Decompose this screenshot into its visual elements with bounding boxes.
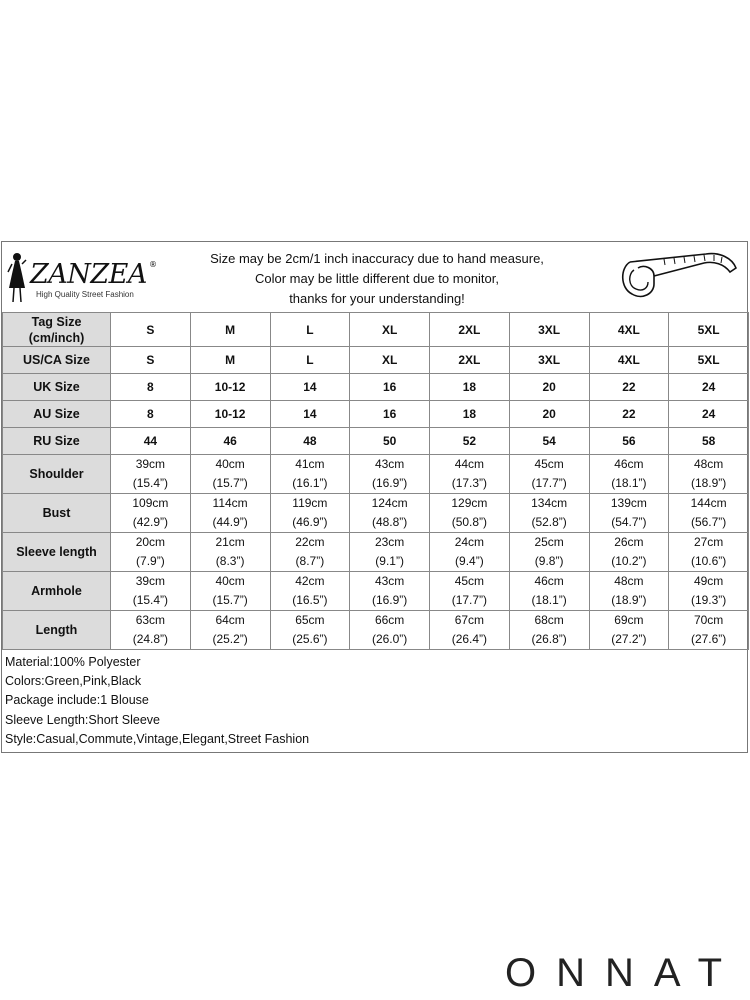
measurement-inch: (10.2”): [611, 554, 647, 568]
measurement-cm: 70cm: [693, 613, 724, 627]
measurement-cm: 48cm: [614, 574, 644, 588]
measurement-cm: 64cm: [215, 613, 245, 627]
measurement-cell: [589, 533, 669, 572]
measurement-inch: (50.8”): [451, 515, 488, 529]
size-cell: 22: [589, 374, 669, 401]
measurement-cell: [111, 494, 191, 533]
measurement-cell: [111, 455, 191, 494]
measurement-inch: (8.3”): [215, 554, 245, 568]
measurement-cell: [270, 611, 350, 650]
logo-text: ZANZEA: [30, 259, 147, 290]
size-cell: L: [270, 347, 350, 374]
row-label: Bust: [3, 494, 111, 533]
measurement-inch: (7.9”): [136, 554, 165, 568]
measurement-row: [3, 533, 749, 572]
tag-size-cell: 2XL: [430, 313, 510, 347]
measurement-inch: (26.0”): [371, 632, 408, 646]
size-cell: 14: [270, 374, 350, 401]
measurement-cell: [270, 572, 350, 611]
size-cell: 46: [190, 428, 270, 455]
size-cell: 24: [669, 374, 749, 401]
measurement-cm: 39cm: [135, 574, 166, 588]
size-cell: 48: [270, 428, 350, 455]
size-cell: 2XL: [430, 347, 510, 374]
conversion-row: [3, 347, 749, 374]
measurement-cm: 27cm: [693, 535, 724, 549]
measurement-cell: [430, 494, 510, 533]
fashion-figure-icon: [6, 250, 28, 304]
measure-notice: [172, 249, 582, 309]
measurement-cm: 40cm: [215, 574, 245, 588]
size-cell: 18: [430, 374, 510, 401]
measurement-cm: 67cm: [454, 613, 485, 627]
measurement-cm: 68cm: [534, 613, 564, 627]
measurement-cm: 44cm: [454, 457, 485, 471]
measurement-cell: [430, 611, 510, 650]
measurement-inch: (18.1”): [611, 476, 647, 490]
measurement-cell: [111, 611, 191, 650]
measurement-inch: (9.4”): [455, 554, 484, 568]
measurement-cm: 139cm: [610, 496, 647, 510]
measurement-cell: [589, 455, 669, 494]
measurement-inch: (42.9”): [132, 515, 169, 529]
measurement-cell: [190, 533, 270, 572]
measurement-cell: [430, 572, 510, 611]
measurement-inch: (25.2”): [212, 632, 248, 646]
row-label: RU Size: [3, 428, 111, 455]
measurement-cm: 46cm: [534, 574, 564, 588]
measurement-inch: (9.1”): [375, 554, 404, 568]
measurement-inch: (24.8”): [132, 632, 169, 646]
measurement-cell: [111, 533, 191, 572]
measurement-cell: [350, 494, 430, 533]
measurement-inch: (16.9”): [371, 476, 408, 490]
measurement-row: [3, 572, 749, 611]
size-cell: 50: [350, 428, 430, 455]
measurement-cell: [669, 572, 749, 611]
conversion-row: [3, 428, 749, 455]
product-info: [2, 653, 747, 749]
measurement-inch: (18.1”): [531, 593, 567, 607]
zanzea-logo: [6, 250, 166, 305]
measurement-cell: [509, 494, 589, 533]
measurement-cell: [669, 455, 749, 494]
measurement-cell: [430, 533, 510, 572]
size-cell: 16: [350, 374, 430, 401]
measurement-cm: 49cm: [693, 574, 724, 588]
measurement-cm: 25cm: [534, 535, 564, 549]
measurement-row: [3, 494, 749, 533]
measurement-cell: [669, 533, 749, 572]
size-cell: 8: [111, 401, 191, 428]
measurement-cm: 66cm: [374, 613, 405, 627]
registered-mark: ®: [149, 260, 157, 269]
measurement-inch: (54.7”): [611, 515, 647, 529]
measurement-cm: 42cm: [295, 574, 325, 588]
size-cell: M: [190, 347, 270, 374]
notice-line: thanks for your understanding!: [289, 291, 465, 306]
size-cell: 14: [270, 401, 350, 428]
measurement-cell: [589, 572, 669, 611]
measurement-cell: [190, 611, 270, 650]
measurement-inch: (18.9”): [611, 593, 647, 607]
measurement-inch: (8.7”): [295, 554, 325, 568]
measurement-inch: (15.4”): [132, 593, 169, 607]
measurement-cm: 39cm: [135, 457, 166, 471]
info-colors: Colors:Green,Pink,Black: [5, 674, 142, 689]
measurement-cm: 144cm: [690, 496, 727, 510]
tag-size-cell: 5XL: [669, 313, 749, 347]
measurement-inch: (44.9”): [212, 515, 248, 529]
size-cell: 10-12: [190, 374, 270, 401]
size-cell: 16: [350, 401, 430, 428]
measurement-cell: [350, 611, 430, 650]
notice-line: Color may be little different due to monitor,: [255, 271, 499, 286]
measurement-cm: 134cm: [531, 496, 568, 510]
measurement-cell: [589, 494, 669, 533]
tag-size-cell: XL: [350, 313, 430, 347]
measurement-cell: [669, 611, 749, 650]
measurement-cell: [190, 572, 270, 611]
tag-size-cell: 4XL: [589, 313, 669, 347]
size-cell: 24: [669, 401, 749, 428]
measurement-cm: 41cm: [295, 457, 325, 471]
measurement-inch: (19.3”): [690, 593, 727, 607]
measurement-cell: [350, 572, 430, 611]
measurement-cm: 40cm: [215, 457, 245, 471]
measurement-inch: (56.7”): [690, 515, 727, 529]
conversion-row: [3, 401, 749, 428]
measurement-cell: [509, 533, 589, 572]
size-cell: 20: [509, 374, 589, 401]
measurement-cell: [190, 494, 270, 533]
size-cell: 8: [111, 374, 191, 401]
tag-size-cell: L: [270, 313, 350, 347]
size-chart: [1, 241, 748, 753]
measurement-row: [3, 455, 749, 494]
measurement-cm: 45cm: [534, 457, 564, 471]
measurement-inch: (15.7”): [212, 476, 248, 490]
row-label: Armhole: [3, 572, 111, 611]
measurement-row: [3, 611, 749, 650]
measurement-inch: (15.7”): [212, 593, 248, 607]
measurement-inch: (52.8”): [531, 515, 567, 529]
size-cell: XL: [350, 347, 430, 374]
measurement-inch: (10.6”): [690, 554, 727, 568]
tag-size-row: [3, 313, 749, 347]
measurement-cell: [270, 455, 350, 494]
measurement-cm: 43cm: [374, 574, 405, 588]
measurement-inch: (26.4”): [451, 632, 488, 646]
measurement-inch: (48.8”): [371, 515, 408, 529]
row-label: Sleeve length: [3, 533, 111, 572]
size-cell: 3XL: [509, 347, 589, 374]
measurement-cell: [111, 572, 191, 611]
size-cell: 20: [509, 401, 589, 428]
measurement-cell: [669, 494, 749, 533]
size-cell: 10-12: [190, 401, 270, 428]
measurement-inch: (26.8”): [531, 632, 567, 646]
size-table: [2, 312, 749, 650]
measurement-inch: (17.7”): [531, 476, 567, 490]
measurement-cell: [509, 572, 589, 611]
measurement-inch: (18.9”): [690, 476, 727, 490]
measurement-cm: 124cm: [371, 496, 408, 510]
info-package: Package include:1 Blouse: [5, 693, 149, 708]
measurement-inch: (16.1”): [292, 476, 328, 490]
measurement-cm: 63cm: [135, 613, 166, 627]
notice-line: Size may be 2cm/1 inch inaccuracy due to hand measure,: [210, 251, 544, 266]
tag-size-label: Tag Size (cm/inch): [3, 313, 111, 347]
measurement-cell: [430, 455, 510, 494]
measurement-cell: [270, 494, 350, 533]
size-cell: 5XL: [669, 347, 749, 374]
row-label: Length: [3, 611, 111, 650]
measurement-cm: 48cm: [693, 457, 724, 471]
measurement-cm: 65cm: [295, 613, 325, 627]
row-label: Shoulder: [3, 455, 111, 494]
measurement-inch: (46.9”): [292, 515, 328, 529]
info-sleeve-length: Sleeve Length:Short Sleeve: [5, 712, 160, 727]
size-cell: 54: [509, 428, 589, 455]
row-label: US/CA Size: [3, 347, 111, 374]
measurement-cell: [589, 611, 669, 650]
measurement-inch: (16.5”): [292, 593, 328, 607]
measurement-cm: 129cm: [451, 496, 488, 510]
measurement-cm: 109cm: [132, 496, 169, 510]
measurement-cm: 69cm: [614, 613, 644, 627]
size-cell: 56: [589, 428, 669, 455]
measurement-cm: 114cm: [212, 496, 248, 510]
size-cell: 4XL: [589, 347, 669, 374]
measurement-cell: [350, 455, 430, 494]
measurement-inch: (16.9”): [371, 593, 408, 607]
tag-size-cell: M: [190, 313, 270, 347]
measurement-cm: 45cm: [454, 574, 485, 588]
size-cell: 18: [430, 401, 510, 428]
measurement-cell: [190, 455, 270, 494]
size-cell: 52: [430, 428, 510, 455]
tag-size-cell: 3XL: [509, 313, 589, 347]
measurement-cell: [509, 455, 589, 494]
measurement-inch: (15.4”): [132, 476, 169, 490]
info-style: Style:Casual,Commute,Vintage,Elegant,Street Fashion: [5, 731, 310, 746]
measurement-cm: 23cm: [374, 535, 405, 549]
measurement-inch: (9.8”): [534, 554, 564, 568]
measurement-cm: 43cm: [374, 457, 405, 471]
measurement-cm: 20cm: [135, 535, 166, 549]
measurement-cm: 24cm: [454, 535, 485, 549]
measurement-cm: 119cm: [292, 496, 328, 510]
measurement-cm: 26cm: [614, 535, 644, 549]
measurement-cm: 22cm: [295, 535, 325, 549]
measurement-cm: 46cm: [614, 457, 644, 471]
measurement-cell: [509, 611, 589, 650]
chart-header: [2, 242, 747, 312]
brand-wordmark: ONNAT: [504, 951, 742, 995]
size-cell: 44: [111, 428, 191, 455]
tag-size-cell: S: [111, 313, 191, 347]
measuring-tape-icon: [610, 248, 740, 308]
size-cell: S: [111, 347, 191, 374]
logo-tagline: High Quality Street Fashion: [36, 290, 134, 299]
size-cell: 58: [669, 428, 749, 455]
measurement-cell: [270, 533, 350, 572]
conversion-row: [3, 374, 749, 401]
size-cell: 22: [589, 401, 669, 428]
measurement-cell: [350, 533, 430, 572]
row-label: AU Size: [3, 401, 111, 428]
measurement-inch: (17.7”): [451, 593, 488, 607]
info-material: Material:100% Polyester: [5, 655, 141, 669]
measurement-inch: (17.3”): [451, 476, 488, 490]
row-label: UK Size: [3, 374, 111, 401]
measurement-inch: (27.6”): [690, 632, 727, 646]
measurement-inch: (25.6”): [292, 632, 328, 646]
measurement-cm: 21cm: [215, 535, 245, 549]
measurement-inch: (27.2”): [611, 632, 647, 646]
